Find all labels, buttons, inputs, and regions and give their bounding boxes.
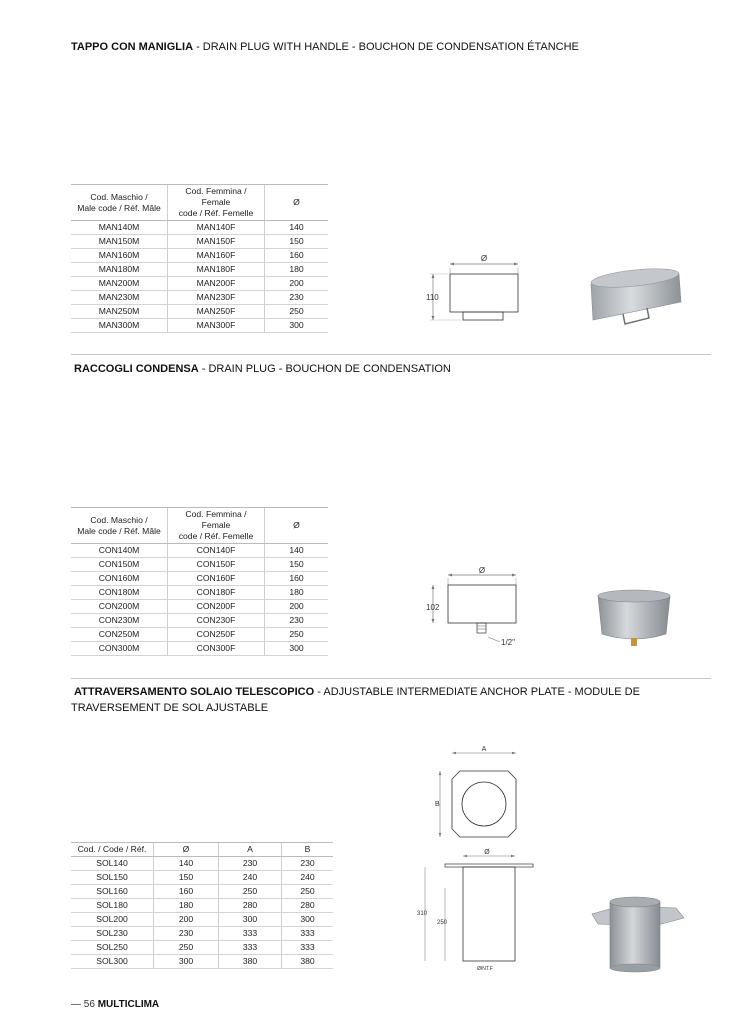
- table-row: CON300M CON300F 300: [71, 642, 328, 656]
- anchor-plate-side-drawing: [415, 848, 540, 973]
- section-2-title-rest: - DRAIN PLUG - BOUCHON DE CONDENSATION: [198, 363, 451, 375]
- page-footer: [71, 999, 159, 1010]
- anchor-plate-top-drawing: [430, 745, 530, 845]
- dim-250-label: 250: [437, 920, 448, 926]
- table-sol: [71, 842, 333, 969]
- table-row: SOL180 180 280 280: [71, 899, 333, 913]
- col-a: A: [219, 843, 282, 857]
- table-row: MAN160M MAN160F 160: [71, 249, 328, 263]
- table-row: SOL150 150 240 240: [71, 871, 333, 885]
- col-code: Cod. / Code / Réf.: [71, 843, 154, 857]
- dim-height-label: 110: [426, 293, 439, 302]
- section-3-title: [71, 684, 640, 716]
- section-1-title-bold: TAPPO CON MANIGLIA: [71, 41, 194, 53]
- section-3-title-rest: - ADJUSTABLE INTERMEDIATE ANCHOR PLATE - MODULE DE: [314, 686, 640, 698]
- table-row: MAN200M MAN200F 200: [71, 277, 328, 291]
- table-row: MAN150M MAN150F 150: [71, 235, 328, 249]
- table-row: MAN180M MAN180F 180: [71, 263, 328, 277]
- table-row: MAN230M MAN230F 230: [71, 291, 328, 305]
- table-row: CON160M CON160F 160: [71, 572, 328, 586]
- anchor-plate-photo: [590, 888, 685, 973]
- drain-plug-handle-drawing: [420, 250, 530, 330]
- table-row: CON200M CON200F 200: [71, 600, 328, 614]
- section-3-title-bold: ATTRAVERSAMENTO SOLAIO TELESCOPICO: [74, 686, 315, 698]
- table-row: MAN140M MAN140F 140: [71, 221, 328, 235]
- table-row: MAN300M MAN300F 300: [71, 319, 328, 333]
- table-con: [71, 507, 328, 656]
- dim-b-label: B: [435, 801, 440, 808]
- table-row: SOL200 200 300 300: [71, 913, 333, 927]
- section-2-title-bold: RACCOGLI CONDENSA: [74, 363, 199, 375]
- section-2-title: [74, 361, 451, 377]
- table-man: [71, 184, 328, 333]
- col-diameter: Ø: [154, 843, 219, 857]
- dim-diameter-label: Ø: [484, 849, 490, 856]
- dim-height-label: 102: [426, 603, 440, 612]
- col-diameter: Ø: [265, 185, 329, 221]
- table-row: CON250M CON250F 250: [71, 628, 328, 642]
- col-b: B: [282, 843, 334, 857]
- drain-plug-drawing: [420, 565, 530, 650]
- table-row: CON140M CON140F 140: [71, 544, 328, 558]
- page-number: — 56: [71, 999, 95, 1010]
- drain-plug-handle-photo: [585, 262, 685, 330]
- table-row: CON230M CON230F 230: [71, 614, 328, 628]
- col-male-code: Cod. Maschio / Male code / Réf. Mâle: [71, 185, 168, 221]
- dim-diameter-label: Ø: [480, 254, 488, 263]
- table-row: CON150M CON150F 150: [71, 558, 328, 572]
- table-row: CON180M CON180F 180: [71, 586, 328, 600]
- dim-int-label: ØINT.F: [477, 966, 493, 972]
- col-diameter: Ø: [265, 508, 329, 544]
- dim-a-label: A: [481, 746, 487, 753]
- drain-plug-photo: [594, 588, 674, 652]
- dim-diameter-label: Ø: [478, 566, 486, 575]
- col-male-code: Cod. Maschio / Male code / Réf. Mâle: [71, 508, 168, 544]
- table-row: SOL250 250 333 333: [71, 941, 333, 955]
- table-row: SOL230 230 333 333: [71, 927, 333, 941]
- table-row: SOL300 300 380 380: [71, 955, 333, 969]
- table-row: MAN250M MAN250F 250: [71, 305, 328, 319]
- dim-thread-label: 1/2": [501, 638, 515, 647]
- col-female-code: Cod. Femmina / Female code / Réf. Femelle: [168, 185, 265, 221]
- col-female-code: Cod. Femmina / Female code / Réf. Femelle: [168, 508, 265, 544]
- table-row: SOL160 160 250 250: [71, 885, 333, 899]
- table-row: SOL140 140 230 230: [71, 857, 333, 871]
- section-3-title-line2: TRAVERSEMENT DE SOL AJUSTABLE: [71, 702, 269, 714]
- dim-310-label: 310: [417, 911, 428, 917]
- divider-2: [71, 678, 711, 679]
- section-1-title-rest: - DRAIN PLUG WITH HANDLE - BOUCHON DE CONDENSATION ÉTANCHE: [193, 41, 579, 53]
- section-1-title: [71, 39, 579, 55]
- brand-name: MULTICLIMA: [97, 999, 160, 1010]
- divider-1: [71, 354, 711, 355]
